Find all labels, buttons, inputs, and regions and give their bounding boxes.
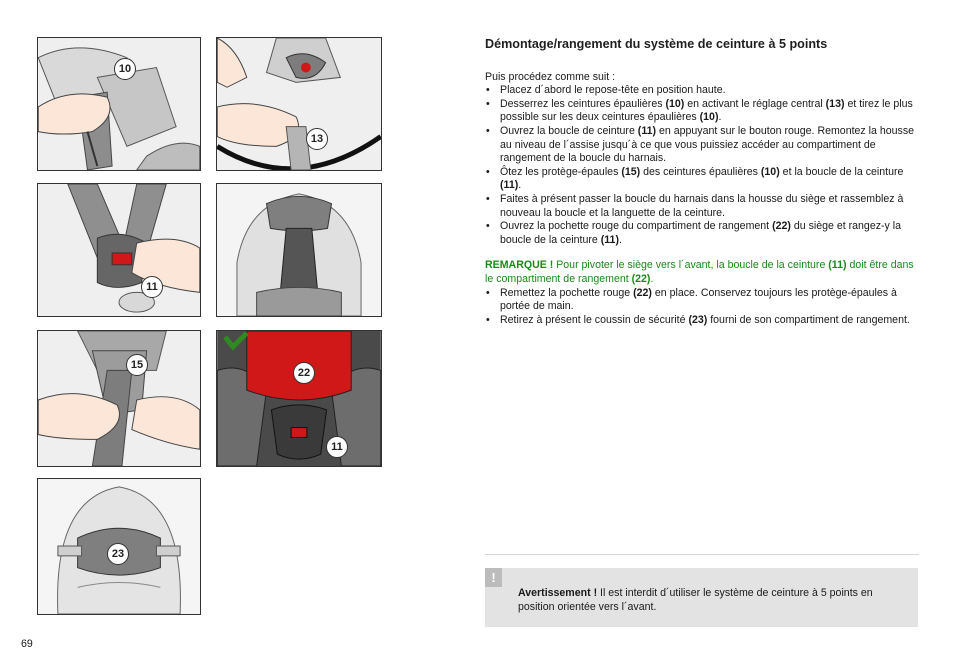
figure-1-shoulder-straps (37, 37, 201, 171)
callout-11-b: 11 (326, 436, 348, 458)
callout-10: 10 (114, 58, 136, 80)
remark-note: REMARQUE ! Pour pivoter le siège vers l´avant, la boucle de la ceinture (11) doit être dans le compartiment de rangement (22). (485, 259, 914, 285)
illustration-hand-on-adjuster (217, 38, 381, 170)
section-heading: Démontage/rangement du système de ceinture à 5 points (485, 37, 828, 51)
figure-6-red-pocket (216, 330, 382, 467)
callout-11: 11 (141, 276, 163, 298)
list-item: • Ouvrez la pochette rouge du compartiment de rangement (22) du siège et rangez-y la boucle de la ceinture (11). (485, 220, 920, 247)
page-number: 69 (21, 638, 33, 650)
illustration-storage-compartment (217, 331, 381, 466)
exclamation-icon: ! (485, 568, 502, 587)
callout-22: 22 (293, 362, 315, 384)
callout-23: 23 (107, 543, 129, 565)
warning-box (485, 568, 918, 627)
list-item: • Ouvrez la boucle de ceinture (11) en appuyant sur le bouton rouge. Remontez la housse au niveau de l´assise jusqu´à ce que vous puissiez accéder au compartiment de rangement de la boucle du harnais. (485, 125, 920, 166)
list-item: • Placez d´abord le repose-tête en position haute. (485, 84, 920, 98)
figure-7-safety-cushion (37, 478, 201, 615)
warning-text: Avertissement ! Il est interdit d´utiliser le système de ceinture à 5 points en position orientée vers l´avant. (518, 587, 873, 613)
illustration-removing-shoulder-pads (38, 331, 200, 466)
list-item: • Retirez à présent le coussin de sécurité (23) fourni de son compartiment de rangement. (485, 314, 920, 328)
figure-4-headrest-up (216, 183, 382, 317)
steps-list (485, 84, 920, 247)
instructions-column (485, 38, 920, 327)
list-item: • Ôtez les protège-épaules (15) des ceintures épaulières (10) et la boucle de la ceinture (11). (485, 166, 920, 193)
steps-list-2 (485, 287, 920, 328)
callout-15: 15 (126, 354, 148, 376)
illustration-hand-opening-buckle (38, 184, 200, 316)
figure-2-central-adjuster (216, 37, 382, 171)
illustration-hand-pulling-strap (38, 38, 200, 170)
figure-3-buckle-release (37, 183, 201, 317)
list-item: • Remettez la pochette rouge (22) en place. Conservez toujours les protège-épaules à portée de main. (485, 287, 920, 314)
list-item: • Faites à présent passer la boucle du harnais dans la housse du siège et rassemblez à nouveau la boucle et la languette de la ceinture. (485, 193, 920, 220)
callout-13: 13 (306, 128, 328, 150)
divider (485, 554, 919, 555)
figure-5-shoulder-pads (37, 330, 201, 467)
intro-text: Puis procédez comme suit : (485, 70, 616, 83)
list-item: • Desserrez les ceintures épaulières (10) en activant le réglage central (13) et tirez le plus possible sur les deux ceintures épaulières (10). (485, 98, 920, 125)
illustration-seat-with-headrest (217, 184, 381, 316)
